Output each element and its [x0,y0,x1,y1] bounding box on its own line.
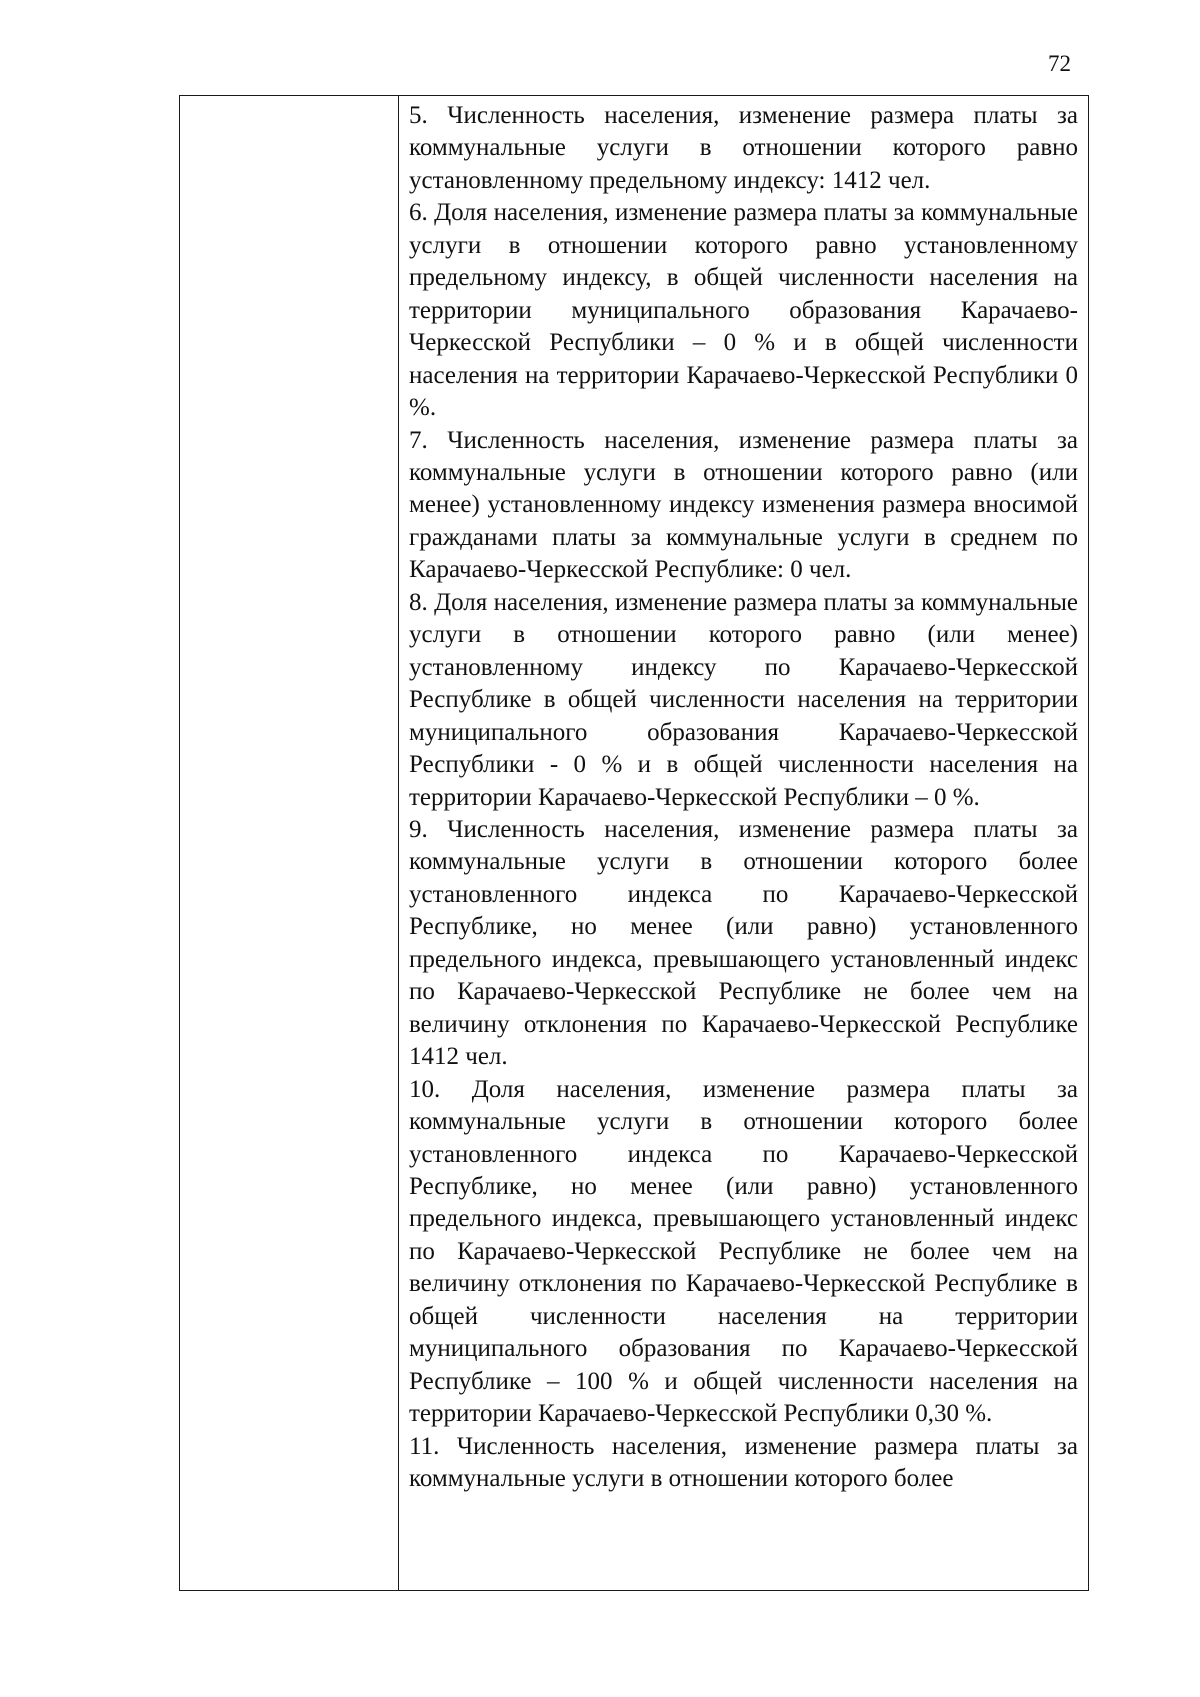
paragraph-item-9: 9. Численность населения, изменение размера платы за коммунальные услуги в отношении которого более установленного индекса по Карачаево-Черкесской Республике, но менее (или равно) установленного предельного индекса, превышающего установленный индекс по Карачаево-Черкесской Республике не более чем на величину отклонения по Карачаево-Черкесской Республике 1412 чел. [409,815,1078,1071]
page-number: 72 [1048,51,1071,76]
paragraph-item-6: 6. Доля населения, изменение размера платы за коммунальные услуги в отношении которого равно установленному предельному индексу, в общей численности населения на территории муниципального образования Карачаево-Черкесской Республики – 0 % и в общей численности населения на территории Карачаево-Черкесской Республики 0 %. [409,199,1078,422]
table-right-cell [399,96,1088,1590]
paragraph-item-10: 10. Доля населения, изменение размера платы за коммунальные услуги в отношении которого более установленного индекса по Карачаево-Черкесской Республике, но менее (или равно) установленного предельного индекса, превышающего установленный индекс по Карачаево-Черкесской Республике не более чем на величину отклонения по Карачаево-Черкесской Республике в общей численности населения на территории муниципального образования по Карачаево-Черкесской Республике – 100 % и общей численности населения на территории Карачаево-Черкесской Республики 0,30 %. [409,1075,1078,1428]
document-table [179,95,1089,1591]
paragraph-item-8: 8. Доля населения, изменение размера платы за коммунальные услуги в отношении которого равно (или менее) установленному индексу по Карачаево-Черкесской Республике в общей численности населения на территории муниципального образования Карачаево-Черкесской Республики - 0 % и в общей численности населения на территории Карачаево-Черкесской Республики – 0 %. [409,588,1078,811]
paragraph-item-11: 11. Численность населения, изменение размера платы за коммунальные услуги в отношении которого более [409,1432,1078,1493]
paragraph-item-5: 5. Численность населения, изменение размера платы за коммунальные услуги в отношении которого равно установленному предельному индексу: 1412 чел. [409,102,1078,194]
paragraph-item-7: 7. Численность населения, изменение размера платы за коммунальные услуги в отношении которого равно (или менее) установленному индексу изменения размера вносимой гражданами платы за коммунальные услуги в среднем по Карачаево-Черкесской Республике: 0 чел. [409,426,1078,584]
table-left-cell [180,96,399,1590]
